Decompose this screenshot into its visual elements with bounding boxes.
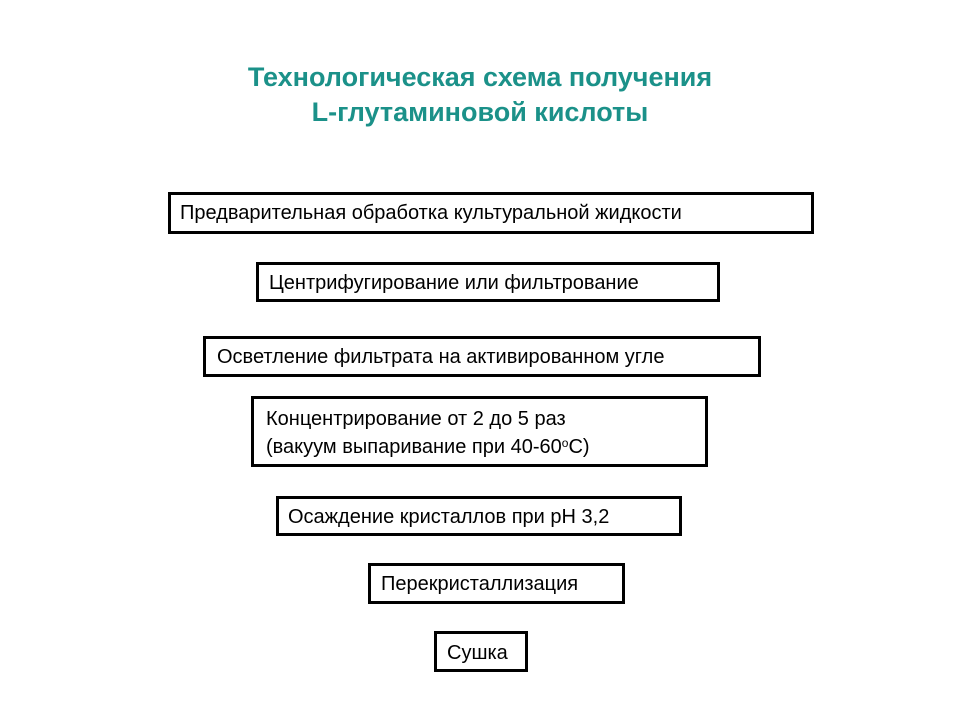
step-crystallization-box <box>276 496 682 536</box>
diagram-title <box>0 60 960 130</box>
step-clarification-box <box>203 336 761 377</box>
step-crystallization-label: Осаждение кристаллов при рН 3,2 <box>288 506 610 528</box>
step-pretreatment-label: Предварительная обработка культуральной жидкости <box>180 202 682 224</box>
title-line-1: Технологическая схема получения <box>247 62 713 92</box>
detail-suffix: C) <box>568 436 590 458</box>
step-concentration-detail <box>266 433 705 461</box>
degree-sign: o <box>561 436 569 450</box>
step-recrystallization-label: Перекристаллизация <box>381 573 579 595</box>
step-centrifugation-box <box>256 262 720 302</box>
step-drying-label: Сушка <box>447 642 508 664</box>
step-clarification-label: Осветление фильтрата на активированном угле <box>217 346 665 368</box>
title-line-2: L-глутаминовой кислоты <box>311 97 649 127</box>
step-drying-box <box>434 631 528 672</box>
step-recrystallization-box <box>368 563 625 604</box>
step-concentration-label: Концентрирование от 2 до 5 раз <box>266 408 566 430</box>
step-concentration-box <box>251 396 708 467</box>
step-centrifugation-label: Центрифугирование или фильтрование <box>269 272 639 294</box>
detail-prefix: (вакуум выпаривание при 40-60 <box>266 436 562 458</box>
step-pretreatment-box <box>168 192 814 234</box>
